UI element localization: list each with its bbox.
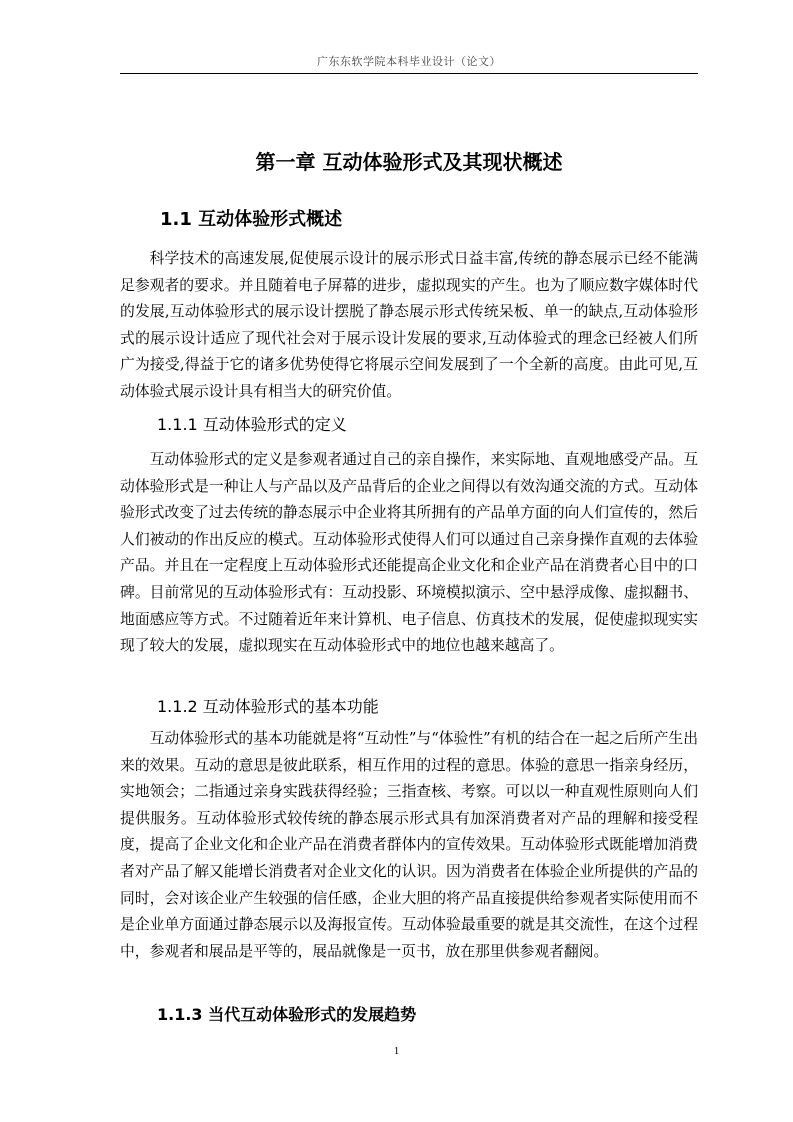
subsection-title-1-1-2: 1.1.2 互动体验形式的基本功能 [157,697,379,716]
section-title-1-1: 1.1 互动体验形式概述 [160,209,343,230]
header-rule [120,73,698,74]
subsection-title-1-1-1: 1.1.1 互动体验形式的定义 [157,415,347,434]
subsection-title-1-1-3: 1.1.3 当代互动体验形式的发展趋势 [157,1005,417,1024]
page-number: 1 [393,1045,400,1057]
section-1-1-1-paragraph: 互动体验形式的定义是参观者通过自己的亲自操作，来实际地、直观地感受产品。互动体验形式是一种让人与产品以及产品背后的企业之间得以有效沟通交流的方式。互动体验形式改变了过去传统的静态展示中企业将其所拥有的产品单方面的向人们宣传的，然后人们被动的作出反应的模式。互动体验形式使得人们可以通过自己亲身操作直观的去体验产品。并且在一定程度上互动体验形式还能提高企业文化和企业产品在消费者心目中的口碑。目前常见的互动体验形式有：互动投影、环境模拟演示、空中悬浮成像、虚拟翻书、地面感应等方式。不过随着近年来计算机、电子信息、仿真技术的发展，促使虚拟现实实现了较大的发展，虚拟现实在互动体验形式中的地位也越来越高了。 [120,451,698,655]
section-1-1-2-paragraph: 互动体验形式的基本功能就是将“互动性”与“体验性”有机的结合在一起之后所产生出来的效果。互动的意思是彼此联系，相互作用的过程的意思。体验的意思一指亲身经历，实地领会；二指通过亲身实践获得经验；三指查核、考察。可以以一种直观性原则向人们提供服务。互动体验形式较传统的静态展示形式具有加深消费者对产品的理解和接受程度，提高了企业文化和企业产品在消费者群体内的宣传效果。互动体验形式既能增加消费者对产品了解又能增长消费者对企业文化的认识。因为消费者在体验企业所提供的产品的同时，会对该企业产生较强的信任感，企业大胆的将产品直接提供给参观者实际使用而不是企业单方面通过静态展示以及海报宣传。互动体验最重要的就是其交流性，在这个过程中，参观者和展品是平等的，展品就像是一页书，放在那里供参观者翻阅。 [120,730,698,960]
chapter-title: 第一章 互动体验形式及其现状概述 [255,150,563,174]
running-header: 广东东软学院本科毕业设计（论文） [317,55,501,68]
section-1-1-paragraph: 科学技术的高速发展,促使展示设计的展示形式日益丰富,传统的静态展示已经不能满足参观者的要求。并且随着电子屏幕的进步，虚拟现实的产生。也为了顺应数字媒体时代的发展,互动体验形式的展示设计摆脱了静态展示形式传统呆板、单一的缺点,互动体验形式的展示设计适应了现代社会对于展示设计发展的要求,互动体验式的理念已经被人们所广为接受,得益于它的诸多优势使得它将展示空间发展到了一个全新的高度。由此可见,互动体验式展示设计具有相当大的研究价值。 [120,250,698,400]
